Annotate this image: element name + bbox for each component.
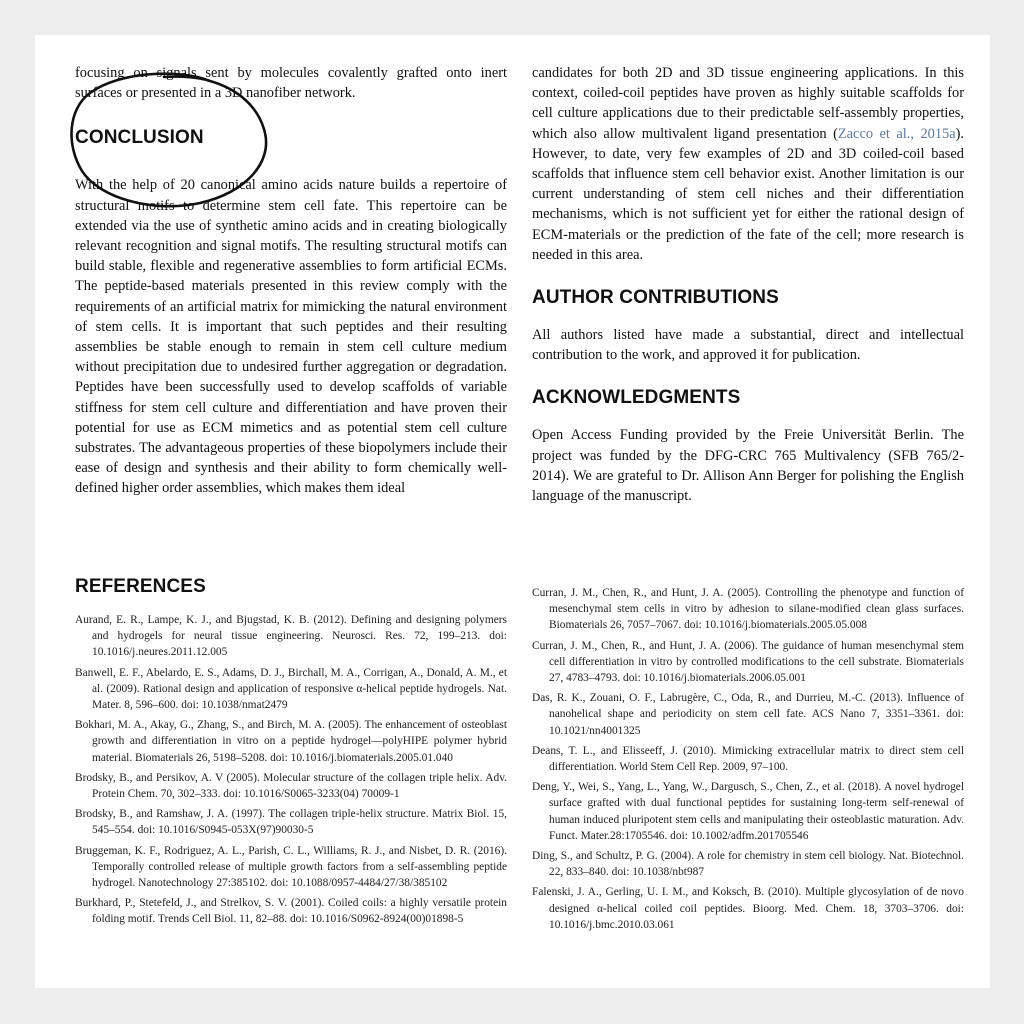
reference-item: Das, R. K., Zouani, O. F., Labrugère, C., Oda, R., and Durrieu, M.-C. (2013). Influence of nanohelical shape and periodicity on stem cell fate. ACS Nano 7, 3351–3361. doi: 10.1021/nn4001325 [532, 692, 964, 737]
conclusion-heading: CONCLUSION [75, 127, 204, 149]
references-left-list [75, 612, 507, 928]
conclusion-paragraph: With the help of 20 canonical amino acids nature builds a repertoire of structural motifs to determine stem cell fate. This repertoire can be extended via the use of synthetic amino acids and in creating biologically relevant recognition and signal motifs. The resulting structural motifs can build stable, flexible and regenerative assemblies to form artificial ECMs. The peptide-based materials presented in this review comply with the requirements of an artificial matrix for mimicking the natural environment of stem cells. It is important that such peptides and their resulting assemblies be stable enough to remain in stem cell culture medium without precipitation due to undesired further aggregation or degradation. Peptides have been successfully used to develop scaffolds of variable stiffness for stem cell culture and differentiation and have proven their potential for use as ECM mimetics and as potential stem cell culture substrates. The advantageous properties of these biopolymers include their ease of design and synthesis and their ability to form chemically well-defined higher order assemblies, which makes them ideal [75, 177, 507, 497]
references-left [75, 576, 507, 932]
right-column [532, 63, 964, 506]
author-contributions-paragraph: All authors listed have made a substantial, direct and intellectual contribution to the work, and approved it for publication. [532, 327, 964, 364]
author-contributions-heading: AUTHOR CONTRIBUTIONS [532, 287, 779, 309]
reference-item: Brodsky, B., and Persikov, A. V (2005). Molecular structure of the collagen triple helix. Adv. Protein Chem. 70, 302–333. doi: 10.1016/S0065-3233(04) 70009-1 [75, 771, 507, 801]
intro-paragraph: focusing on signals sent by molecules covalently grafted onto inert surfaces or presented in a 3D nanofiber network. [75, 65, 507, 102]
acknowledgments-paragraph: Open Access Funding provided by the Freie Universität Berlin. The project was funded by the DFG-CRC 765 Multivalency (SFB 765/2-2014). We are grateful to Dr. Allison Ann Berger for polishing the English language of the manuscript. [532, 427, 964, 505]
reference-item: Brodsky, B., and Ramshaw, J. A. (1997). The collagen triple-helix structure. Matrix Biol. 15, 545–554. doi: 10.1016/S0945-053X(97)90030-5 [75, 808, 507, 837]
reference-item: Deng, Y., Wei, S., Yang, L., Yang, W., Dargusch, S., Chen, Z., et al. (2018). A novel hydrogel surface grafted with dual functional peptides for sustaining long-term self-renewal of human induced pluripotent stem cells and manipulating their osteoblastic maturation. Adv. Funct. Mater.28:1705546. doi: 10.1002/adfm.201705546 [532, 781, 964, 842]
reference-item: Falenski, J. A., Gerling, U. I. M., and Koksch, B. (2010). Multiple glycosylation of de novo designed α-helical coiled coil peptides. Bioorg. Med. Chem. 18, 3703–3706. doi: 10.1016/j.bmc.2010.03.061 [532, 886, 964, 931]
references-right [532, 585, 964, 937]
right-paragraph [532, 63, 964, 265]
reference-item: Curran, J. M., Chen, R., and Hunt, J. A. (2006). The guidance of human mesenchymal stem cell differentiation in vitro by controlled modifications to the cell substrate. Biomaterials 27, 4783–4793. doi: 10.1016/j.biomaterials.2006.05.001 [532, 639, 964, 685]
reference-item: Burkhard, P., Stetefeld, J., and Strelkov, S. V. (2001). Coiled coils: a highly versatile protein folding motif. Trends Cell Biol. 11, 82–88. doi: 10.1016/S0962-8924(00)01898-5 [75, 897, 507, 926]
paper-page [35, 35, 990, 988]
reference-item: Ding, S., and Schultz, P. G. (2004). A role for chemistry in stem cell biology. Nat. Biotechnol. 22, 833–840. doi: 10.1038/nbt987 [532, 850, 964, 879]
reference-item: Curran, J. M., Chen, R., and Hunt, J. A. (2005). Controlling the phenotype and function of mesenchymal stem cells in vitro by adhesion to silane-modified clean glass surfaces. Biomaterials 26, 7057–7067. doi: 10.1016/j.biomaterials.2005.05.008 [532, 587, 964, 632]
reference-item: Deans, T. L., and Elisseeff, J. (2010). Mimicking extracellular matrix to direct stem cell differentiation. World Stem Cell Rep. 2009, 97–100. [532, 744, 964, 774]
reference-item: Bokhari, M. A., Akay, G., Zhang, S., and Birch, M. A. (2005). The enhancement of osteoblast growth and differentiation in vitro on a peptide hydrogel—polyHIPE polymer hybrid material. Biomaterials 26, 5198–5208. doi: 10.1016/j.biomaterials.2005.01.040 [75, 719, 507, 764]
right-text-2: ). However, to date, very few examples of 2D and 3D coiled-coil based scaffolds that influence stem cell behavior exist. Another limitation is our current understanding of stem cell niches and their differentiation mechanisms, which is not sufficient yet for either the rational design of ECM-materials or the prediction of the fate of the cell; more research is needed in this area. [532, 125, 965, 263]
reference-item: Aurand, E. R., Lampe, K. J., and Bjugstad, K. B. (2012). Defining and designing polymers and hydrogels for neural tissue engineering. Neurosci. Res. 72, 199–213. doi: 10.1016/j.neures.2011.12.005 [75, 614, 507, 659]
left-column [75, 63, 507, 499]
citation-link[interactable]: Zacco et al., 2015a [837, 125, 956, 142]
acknowledgments-heading: ACKNOWLEDGMENTS [532, 387, 741, 409]
right-text-1: candidates for both 2D and 3D tissue engineering applications. In this context, coiled-coil peptides have proven as highly suitable scaffolds for cell culture applications due to their predictable self-assembly properties, which also allow multivalent ligand presentation ( [532, 65, 964, 142]
reference-item: Banwell, E. F., Abelardo, E. S., Adams, D. J., Birchall, M. A., Corrigan, A., Donald, A. M., et al. (2009). Rational design and application of responsive α-helical peptide hydrogels. Nat. Mater. 8, 596–600. doi: 10.1038/nmat2479 [75, 666, 507, 712]
reference-item: Bruggeman, K. F., Rodriguez, A. L., Parish, C. L., Williams, R. J., and Nisbet, D. R. (2016). Temporally controlled release of multiple growth factors from a self-assembling peptide hydrogel. Nanotechnology 27:385102. doi: 10.1088/0957-4484/27/38/385102 [75, 844, 507, 890]
references-heading: REFERENCES [75, 576, 206, 597]
